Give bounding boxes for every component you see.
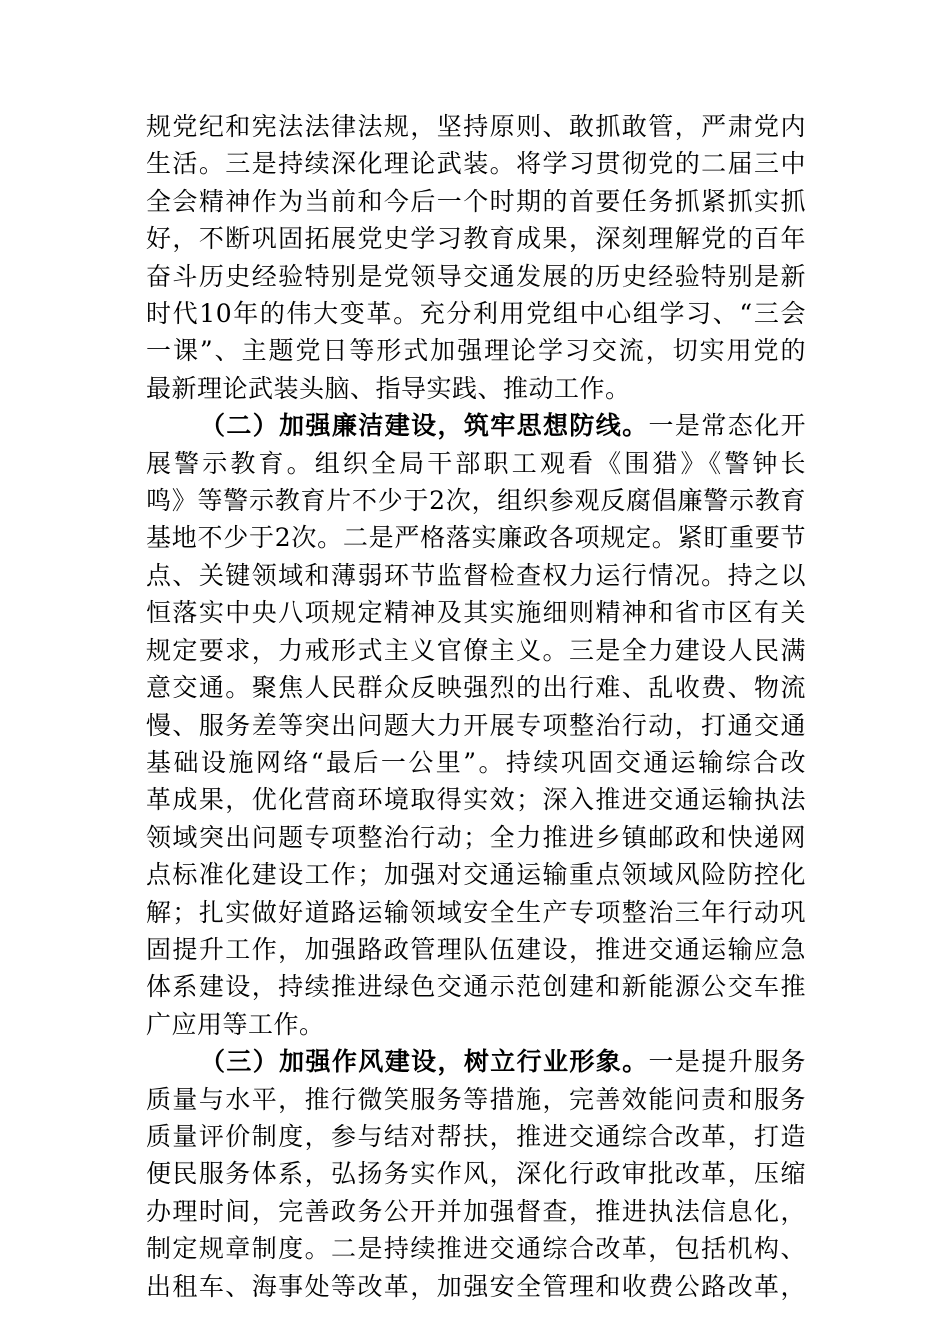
text-line: 鸣》等警示教育片不少于2次，组织参观反腐倡廉警示教育: [146, 486, 806, 516]
text-line: 出租车、海事处等改革，加强安全管理和收费公路改革，: [146, 1271, 806, 1301]
text-line: 最新理论武装头脑、指导实践、推动工作。: [146, 373, 631, 403]
text-line: 制定规章制度。二是持续推进交通综合改革，包括机构、: [146, 1234, 806, 1264]
text-line: 展警示教育。组织全局干部职工观看《围猎》《警钟长: [146, 448, 806, 478]
text-line: 固提升工作，加强路政管理队伍建设，推进交通运输应急: [146, 934, 806, 964]
text-line: 恒落实中央八项规定精神及其实施细则精神和省市区有关: [146, 598, 806, 628]
text-line: 点、关键领域和薄弱环节监督检查权力运行情况。持之以: [146, 560, 806, 590]
section-heading: （三）加强作风建设，树立行业形象。: [200, 1047, 649, 1077]
text-line: 领域突出问题专项整治行动；全力推进乡镇邮政和快递网: [146, 822, 806, 852]
text-line: 解；扎实做好道路运输领域安全生产专项整治三年行动巩: [146, 897, 806, 927]
paragraph-first-line: [146, 1043, 806, 1080]
paragraph-1: [146, 108, 806, 407]
text-line: 广应用等工作。: [146, 1009, 325, 1039]
text-line: 时代10年的伟大变革。充分利用党组中心组学习、“三会: [146, 299, 806, 329]
paragraph-first-line: [146, 407, 806, 444]
text-line: 基础设施网络“最后一公里”。持续巩固交通运输综合改: [146, 747, 806, 777]
text-line: 生活。三是持续深化理论武装。将学习贯彻党的二届三中: [146, 149, 806, 179]
text-line: 奋斗历史经验特别是党领导交通发展的历史经验特别是新: [146, 261, 806, 291]
text-run: 一是常态化开: [648, 411, 806, 441]
text-line: 基地不少于2次。二是严格落实廉政各项规定。紧盯重要节: [146, 523, 806, 553]
text-line: 意交通。聚焦人民群众反映强烈的出行难、乱收费、物流: [146, 673, 806, 703]
text-line: 好，不断巩固拓展党史学习教育成果，深刻理解党的百年: [146, 224, 806, 254]
text-line: 体系建设，持续推进绿色交通示范创建和新能源公交车推: [146, 972, 806, 1002]
text-line: 便民服务体系，弘扬务实作风，深化行政审批改革，压缩: [146, 1159, 806, 1189]
text-line: 全会精神作为当前和今后一个时期的首要任务抓紧抓实抓: [146, 186, 806, 216]
section-heading: （二）加强廉洁建设，筑牢思想防线。: [200, 411, 649, 441]
text-line: 慢、服务差等突出问题大力开展专项整治行动，打通交通: [146, 710, 806, 740]
text-line: 一课”、主题党日等形式加强理论学习交流，切实用党的: [146, 336, 806, 366]
text-line: 规党纪和宪法法律法规，坚持原则、敢抓敢管，严肃党内: [146, 112, 806, 141]
paragraph-3: [146, 1043, 806, 1305]
text-line: 质量与水平，推行微笑服务等措施，完善效能问责和服务: [146, 1084, 806, 1114]
text-line: 点标准化建设工作；加强对交通运输重点领域风险防控化: [146, 860, 806, 890]
text-line: 办理时间，完善政务公开并加强督查，推进执法信息化，: [146, 1196, 806, 1226]
document-body: [146, 108, 806, 1305]
text-line: 质量评价制度，参与结对帮扶，推进交通综合改革，打造: [146, 1121, 806, 1151]
text-run: 一是提升服务: [648, 1047, 806, 1077]
text-line: 革成果，优化营商环境取得实效；深入推进交通运输执法: [146, 785, 806, 815]
text-line: 规定要求，力戒形式主义官僚主义。三是全力建设人民满: [146, 635, 806, 665]
paragraph-2: [146, 407, 806, 1043]
